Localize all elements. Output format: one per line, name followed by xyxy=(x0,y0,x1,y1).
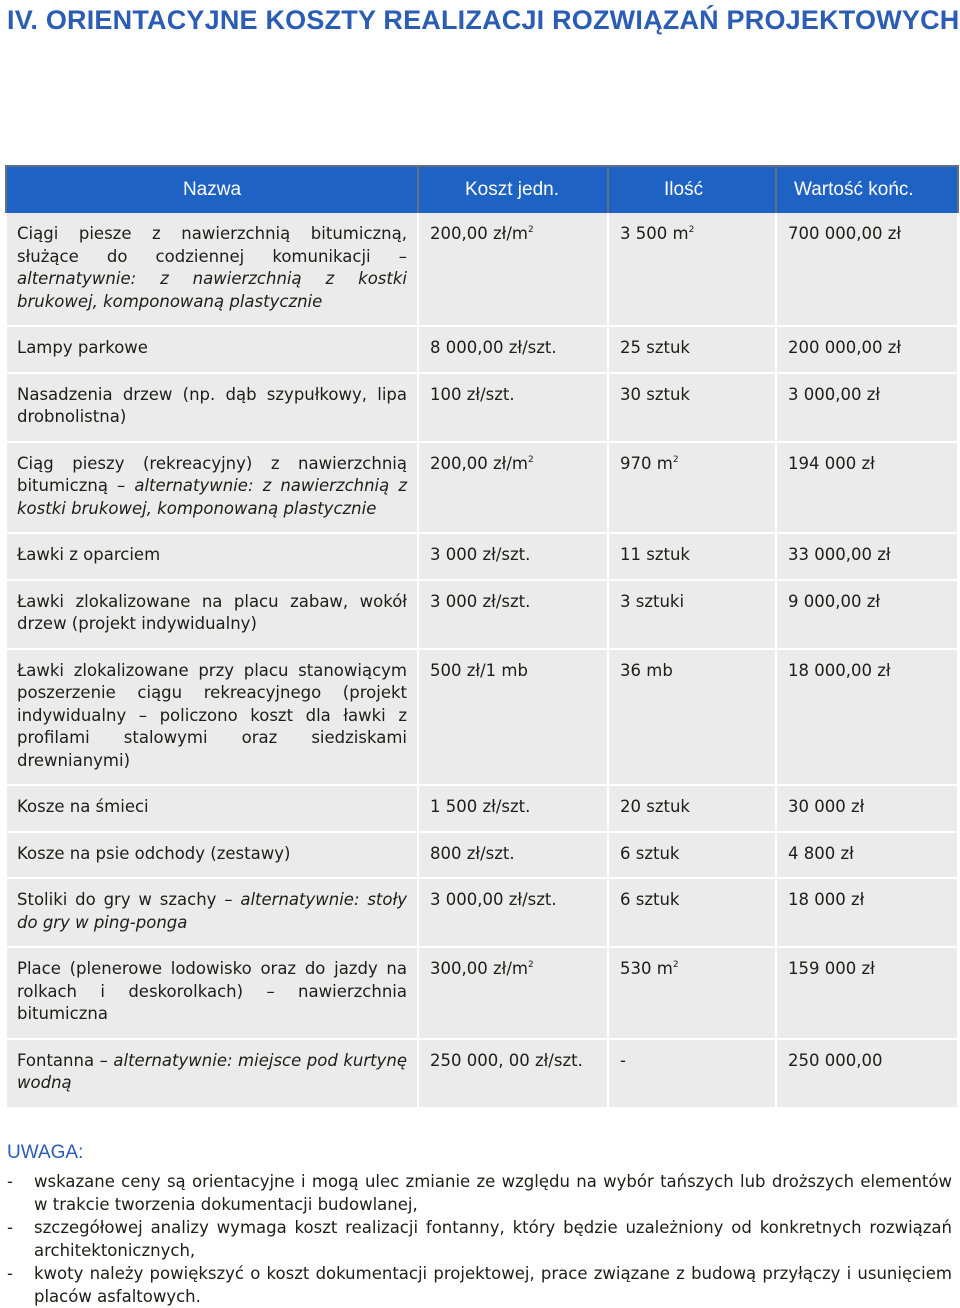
cell-quantity-text: 25 sztuk xyxy=(620,338,690,357)
cell-total-value xyxy=(776,533,958,580)
cell-name xyxy=(6,1039,418,1108)
note-title: UWAGA: xyxy=(7,1142,84,1163)
cell-quantity-text: 530 m xyxy=(620,959,673,978)
table-row xyxy=(6,213,958,326)
cell-total-value xyxy=(776,878,958,947)
cell-unit-cost-text: 100 zł/szt. xyxy=(430,384,515,404)
column-header-name: Nazwa xyxy=(6,166,418,213)
item-name: Ławki zlokalizowane na placu zabaw, wokół drzew (projekt indywidualny) xyxy=(17,591,407,633)
unit-superscript: 2 xyxy=(672,960,679,970)
cell-unit-cost xyxy=(418,947,608,1039)
item-name: Ciągi piesze z nawierzchnią bitumiczną, służące do codziennej komunikacji – xyxy=(17,224,407,266)
cell-total-value-text: 33 000,00 zł xyxy=(788,545,891,564)
cell-unit-cost-text: 1 500 zł/szt. xyxy=(430,797,531,816)
item-name: Stoliki do gry w szachy – xyxy=(17,890,233,909)
note-item xyxy=(7,1170,952,1216)
cell-quantity xyxy=(608,832,776,879)
cell-quantity xyxy=(608,442,776,534)
cell-name xyxy=(6,832,418,879)
cell-total-value-text: 159 000 zł xyxy=(788,959,875,978)
cell-unit-cost xyxy=(418,832,608,879)
note-item-text: wskazane ceny są orientacyjne i mogą ulec zmianie ze względu na wybór tańszych lub droższych elementów w trakcie tworzenia dokumentacji budowlanej, xyxy=(34,1172,952,1214)
note-item xyxy=(7,1262,952,1308)
item-name: Kosze na śmieci xyxy=(17,797,149,816)
note-item-text: kwoty należy powiększyć o koszt dokumentacji projektowej, prace związane z budową przyłączy i usunięciem placów asfaltowych. xyxy=(34,1264,952,1306)
cell-total-value-text: 18 000 zł xyxy=(788,890,865,909)
cell-unit-cost xyxy=(418,580,608,649)
cell-unit-cost xyxy=(418,373,608,442)
cell-unit-cost xyxy=(418,533,608,580)
cell-quantity-text: 3 500 m xyxy=(620,224,689,243)
cell-total-value-text: 3 000,00 zł xyxy=(788,384,881,404)
cell-unit-cost-text: 300,00 zł/m xyxy=(430,959,528,978)
cell-total-value xyxy=(776,947,958,1039)
cell-quantity-text: 20 sztuk xyxy=(620,797,690,816)
unit-superscript: 2 xyxy=(672,454,679,465)
cell-unit-cost xyxy=(418,878,608,947)
page-title: IV. ORIENTACYJNE KOSZTY REALIZACJI ROZWIĄZAŃ PROJEKTOWYCH xyxy=(7,5,960,35)
cell-total-value-text: 250 000,00 xyxy=(788,1050,883,1070)
item-alternative: alternatywnie: miejsce pod kurtynę wodną xyxy=(17,1050,407,1092)
cell-total-value-text: 30 000 zł xyxy=(788,797,865,816)
dash-bullet: - xyxy=(7,1264,13,1283)
cell-name xyxy=(6,785,418,832)
note-list xyxy=(7,1170,952,1308)
item-name: Ławki z oparciem xyxy=(17,545,161,564)
column-header-quantity: Ilość xyxy=(608,166,776,213)
cell-total-value xyxy=(776,580,958,649)
table-row xyxy=(6,442,958,534)
dash-bullet: - xyxy=(7,1172,13,1191)
cell-total-value-text: 194 000 zł xyxy=(788,453,875,473)
item-name: Lampy parkowe xyxy=(17,338,148,357)
item-name: Nasadzenia drzew (np. dąb szypułkowy, lipa drobnolistna) xyxy=(17,384,407,426)
cell-unit-cost xyxy=(418,213,608,326)
table-row xyxy=(6,832,958,879)
item-name: Ciąg pieszy (rekreacyjny) z nawierzchnią bitumiczną – xyxy=(17,453,407,495)
cell-unit-cost xyxy=(418,442,608,534)
cell-total-value-text: 700 000,00 zł xyxy=(788,224,902,243)
cell-quantity xyxy=(608,785,776,832)
cell-unit-cost-text: 3 000 zł/szt. xyxy=(430,591,531,611)
cell-unit-cost-text: 3 000 zł/szt. xyxy=(430,545,531,564)
cell-quantity xyxy=(608,533,776,580)
item-name: Fontanna – xyxy=(17,1050,108,1070)
cell-name xyxy=(6,213,418,326)
cell-quantity-text: 6 sztuk xyxy=(620,843,680,863)
cell-total-value-text: 4 800 zł xyxy=(788,843,854,863)
table-row xyxy=(6,373,958,442)
cell-total-value-text: 18 000,00 zł xyxy=(788,660,891,680)
cell-quantity xyxy=(608,213,776,326)
item-name: Kosze na psie odchody (zestawy) xyxy=(17,843,291,863)
cell-name xyxy=(6,326,418,373)
item-alternative: alternatywnie: stoły do gry w ping-ponga xyxy=(17,890,408,932)
table-row xyxy=(6,785,958,832)
cell-total-value-text: 200 000,00 zł xyxy=(788,338,902,357)
unit-superscript: 2 xyxy=(527,960,534,970)
item-alternative: alternatywnie: z nawierzchnią z kostki brukowej, komponowaną plastycznie xyxy=(17,476,407,518)
cell-unit-cost-text: 3 000,00 zł/szt. xyxy=(430,890,557,909)
cell-quantity-text: 6 sztuk xyxy=(620,890,680,909)
table-row xyxy=(6,649,958,786)
cell-unit-cost-text: 200,00 zł/m xyxy=(430,453,528,473)
cell-name xyxy=(6,533,418,580)
cell-quantity-text: 11 sztuk xyxy=(620,545,690,564)
cell-quantity xyxy=(608,878,776,947)
table-row xyxy=(6,326,958,373)
cell-quantity xyxy=(608,326,776,373)
unit-superscript: 2 xyxy=(527,225,534,235)
cell-quantity-text: 30 sztuk xyxy=(620,384,690,404)
cell-unit-cost xyxy=(418,649,608,786)
cell-quantity xyxy=(608,649,776,786)
cell-name xyxy=(6,442,418,534)
item-alternative: alternatywnie: z nawierzchnią z kostki brukowej, komponowaną plastycznie xyxy=(17,269,407,311)
cell-unit-cost-text: 200,00 zł/m xyxy=(430,224,528,243)
cell-unit-cost-text: 800 zł/szt. xyxy=(430,843,515,863)
note-item-text: szczegółowej analizy wymaga koszt realizacji fontanny, który będzie uzależniony od konkretnych rozwiązań architektonicznych, xyxy=(34,1218,952,1260)
cell-quantity xyxy=(608,1039,776,1108)
note-item xyxy=(7,1216,952,1262)
cell-name xyxy=(6,373,418,442)
cell-total-value xyxy=(776,649,958,786)
table-row xyxy=(6,947,958,1039)
cell-total-value xyxy=(776,373,958,442)
item-name: Ławki zlokalizowane przy placu stanowiącym poszerzenie ciągu rekreacyjnego (projekt indywidualny – policzono koszt dla ławki z profilami stalowymi oraz siedziskami drewnianymi) xyxy=(17,660,407,770)
item-name: Place (plenerowe lodowisko oraz do jazdy na rolkach i deskorolkach) – nawierzchnia bitumiczna xyxy=(17,959,407,1023)
unit-superscript: 2 xyxy=(527,454,534,465)
cell-total-value-text: 9 000,00 zł xyxy=(788,591,881,611)
cell-quantity xyxy=(608,580,776,649)
cell-quantity xyxy=(608,947,776,1039)
table-row xyxy=(6,533,958,580)
cell-unit-cost xyxy=(418,785,608,832)
table-row xyxy=(6,1039,958,1108)
cell-quantity-text: 36 mb xyxy=(620,660,673,680)
cell-total-value xyxy=(776,1039,958,1108)
cell-quantity-text: 970 m xyxy=(620,453,673,473)
table-row xyxy=(6,878,958,947)
cell-total-value xyxy=(776,785,958,832)
cell-quantity-text: - xyxy=(620,1050,626,1070)
cell-total-value xyxy=(776,832,958,879)
cell-name xyxy=(6,878,418,947)
column-header-unit-cost: Koszt jedn. xyxy=(418,166,608,213)
cell-unit-cost-text: 500 zł/1 mb xyxy=(430,660,528,680)
cell-unit-cost-text: 8 000,00 zł/szt. xyxy=(430,338,557,357)
dash-bullet: - xyxy=(7,1218,13,1237)
cell-name xyxy=(6,580,418,649)
table-header-row xyxy=(6,166,958,213)
cell-name xyxy=(6,947,418,1039)
cost-table-container xyxy=(5,165,957,1109)
column-header-total-value: Wartość końc. xyxy=(776,166,958,213)
cell-unit-cost-text: 250 000, 00 zł/szt. xyxy=(430,1050,583,1070)
cell-quantity-text: 3 sztuki xyxy=(620,591,685,611)
table-row xyxy=(6,580,958,649)
cost-table xyxy=(5,165,959,1109)
note-section xyxy=(7,1142,952,1308)
cell-total-value xyxy=(776,442,958,534)
cell-unit-cost xyxy=(418,326,608,373)
cell-quantity xyxy=(608,373,776,442)
cell-total-value xyxy=(776,326,958,373)
cell-name xyxy=(6,649,418,786)
cell-unit-cost xyxy=(418,1039,608,1108)
unit-superscript: 2 xyxy=(688,225,695,235)
cell-total-value xyxy=(776,213,958,326)
